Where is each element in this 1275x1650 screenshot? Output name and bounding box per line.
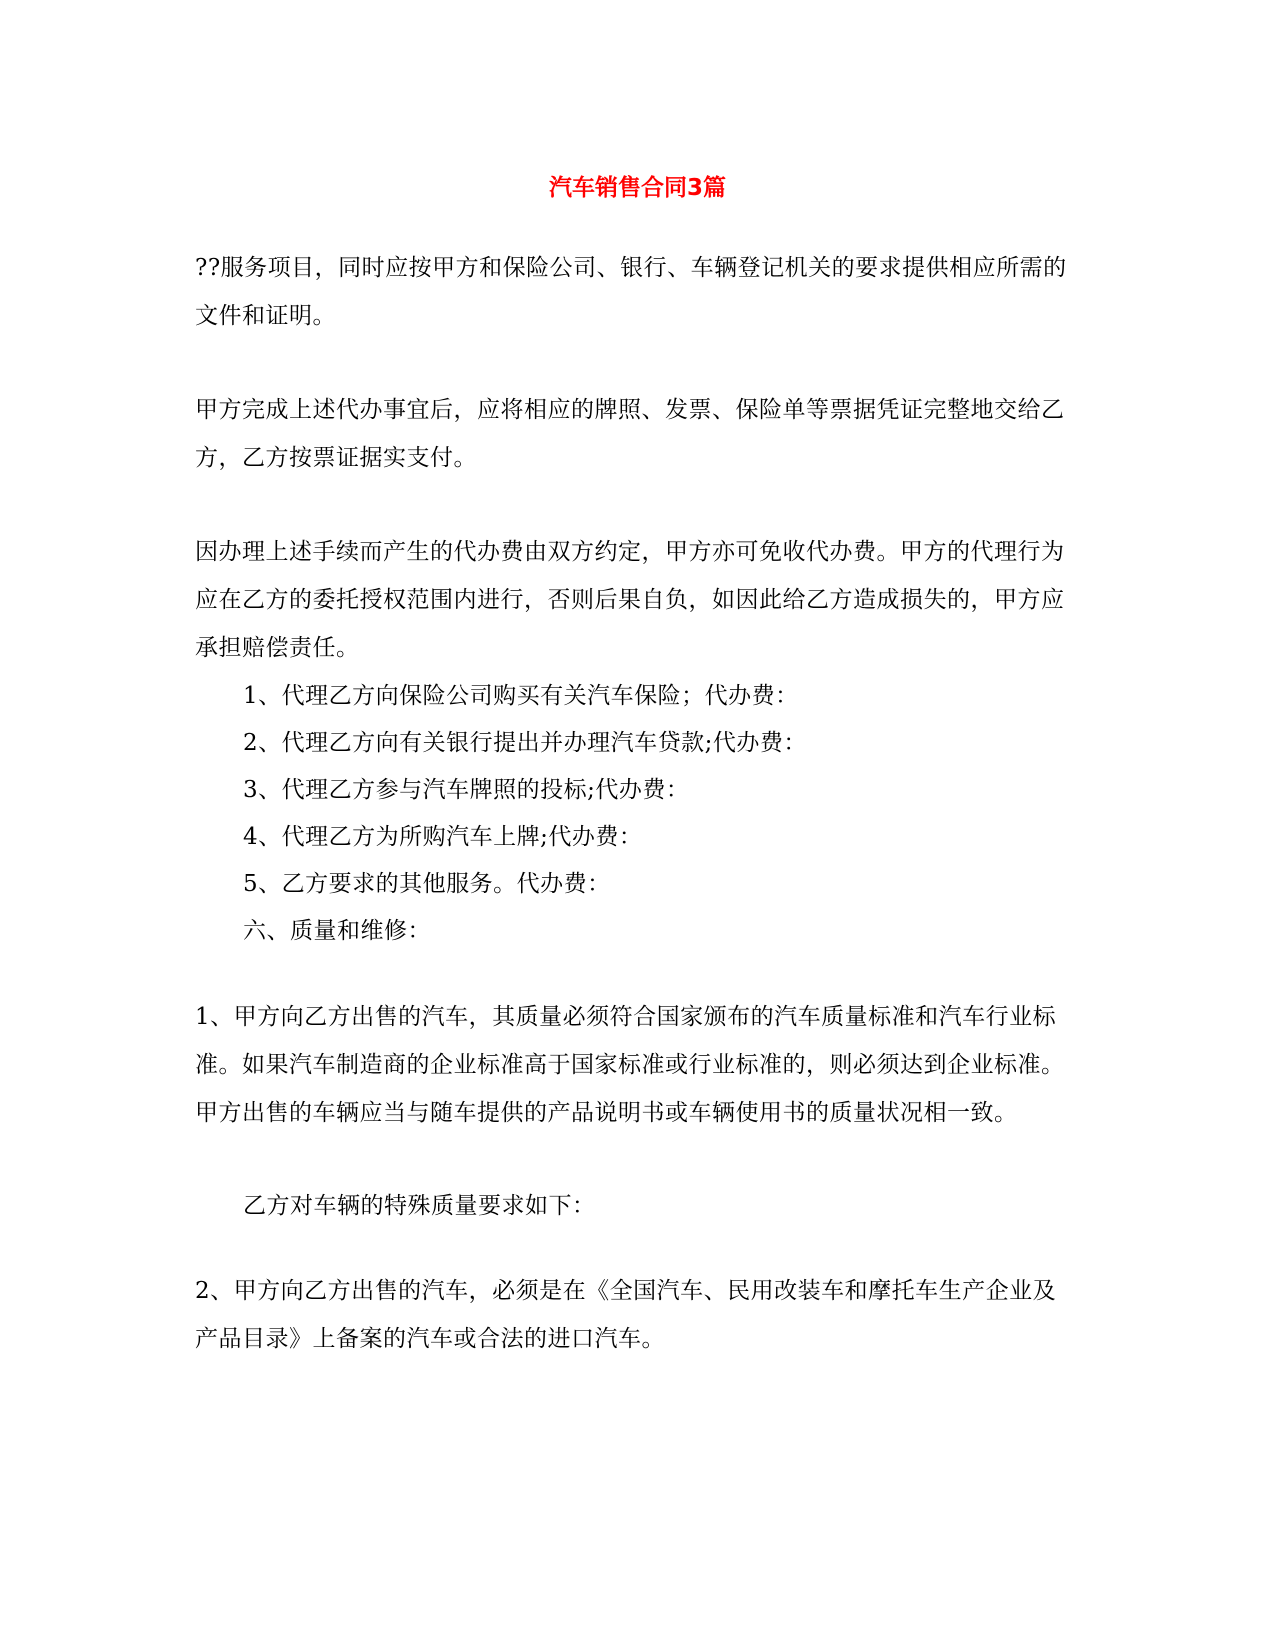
paragraph-agency-fee: 因办理上述手续而产生的代办费由双方约定，甲方亦可免收代办费。甲方的代理行为应在乙方的委托授权范围内进行，否则后果自负，如因此给乙方造成损失的，甲方应承担赔偿责任。 [195,539,1065,661]
list-item-registration: 4、代理乙方为所购汽车上牌;代办费： [243,824,643,850]
list-item-insurance: 1、代理乙方向保险公司购买有关汽车保险；代办费： [243,683,799,709]
paragraph-delivery-documents: 甲方完成上述代办事宜后，应将相应的牌照、发票、保险单等票据凭证完整地交给乙方，乙方按票证据实支付。 [195,397,1065,471]
paragraph-special-requirements: 乙方对车辆的特殊质量要求如下： [243,1193,596,1219]
list-item-loan: 2、代理乙方向有关银行提出并办理汽车贷款;代办费： [243,730,807,756]
section-heading-quality: 六、质量和维修： [243,918,431,944]
list-item-other-services: 5、乙方要求的其他服务。代办费： [243,871,611,897]
list-item-license-bid: 3、代理乙方参与汽车牌照的投标;代办费： [243,777,690,803]
paragraph-service-items: ??服务项目，同时应按甲方和保险公司、银行、车辆登记机关的要求提供相应所需的文件和证明。 [195,255,1067,329]
paragraph-registered-vehicle: 2、甲方向乙方出售的汽车，必须是在《全国汽车、民用改装车和摩托车生产企业及产品目录》上备案的汽车或合法的进口汽车。 [195,1278,1057,1352]
paragraph-quality-standard: 1、甲方向乙方出售的汽车，其质量必须符合国家颁布的汽车质量标准和汽车行业标准。如果汽车制造商的企业标准高于国家标准或行业标准的，则必须达到企业标准。甲方出售的车辆应当与随车提供的产品说明书或车辆使用书的质量状况相一致。 [195,1004,1065,1126]
document-title: 汽车销售合同3篇 [548,175,726,201]
